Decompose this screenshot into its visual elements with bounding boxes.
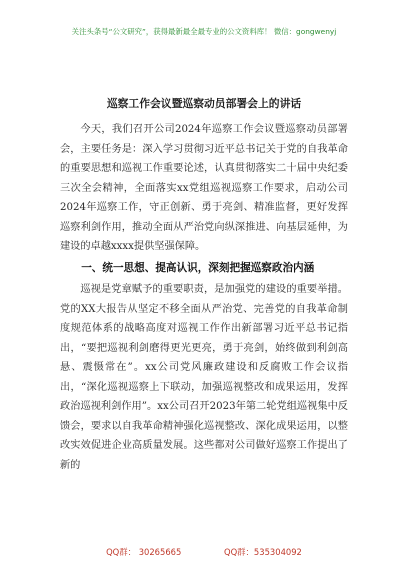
header-notice: 关注头条号“公文研究”，获得最新最全最专业的公文资料库！ 微信：gongwenyj	[71, 27, 337, 36]
section-heading: 一、统一思想、提高认识，深刻把握巡察政治内涵	[81, 261, 315, 274]
document-title: 巡察工作会议暨巡察动员部署会上的讲话	[106, 97, 302, 110]
footer-qq-group-2: QQ群：535304092	[224, 547, 302, 557]
section-paragraph: 巡视是党章赋予的重要职责，是加强党的建设的重要举措。党的XX大报告从坚定不移全面从严治党、完善党的自我革命制度规范体系的战略高度对巡视工作作出新部署习近平总书记指出，“要把巡视利剑磨得更光更亮，勇于亮剑，始终做到利剑高悬、震慑常在”。xx公司党风廉政建设和反腐败工作会议指出，“深化巡视巡察上下联动，加强巡视整改和成果运用，发挥政治巡视利剑作用”。xx公司召开2023年第二轮党组巡视集中反馈会，要求以自我革命精神强化巡视整改、深化成果运用，以整改实效促进企业高质量发展。这些都对公司做好巡察工作提出了新的	[60, 284, 348, 471]
footer-qq-group-1: QQ群： 30265665	[106, 547, 182, 557]
intro-paragraph: 今天，我们召开公司2024年巡察工作会议暨巡察动员部署会，主要任务是：深入学习贯彻习近平总书记关于党的自我革命的重要思想和巡视工作重要论述，认真贯彻落实二十届中央纪委三次全会精神，全面落实xx党组巡视巡察工作要求，启动公司2024年巡察工作，守正创新、勇于亮剑、精准监督，更好发挥巡察利剑作用，推动全面从严治党向纵深推进、向基层延伸，为建设的卓越xxxx提供坚强保障。	[60, 124, 348, 252]
document-body	[60, 120, 348, 475]
footer-contact	[0, 546, 408, 558]
